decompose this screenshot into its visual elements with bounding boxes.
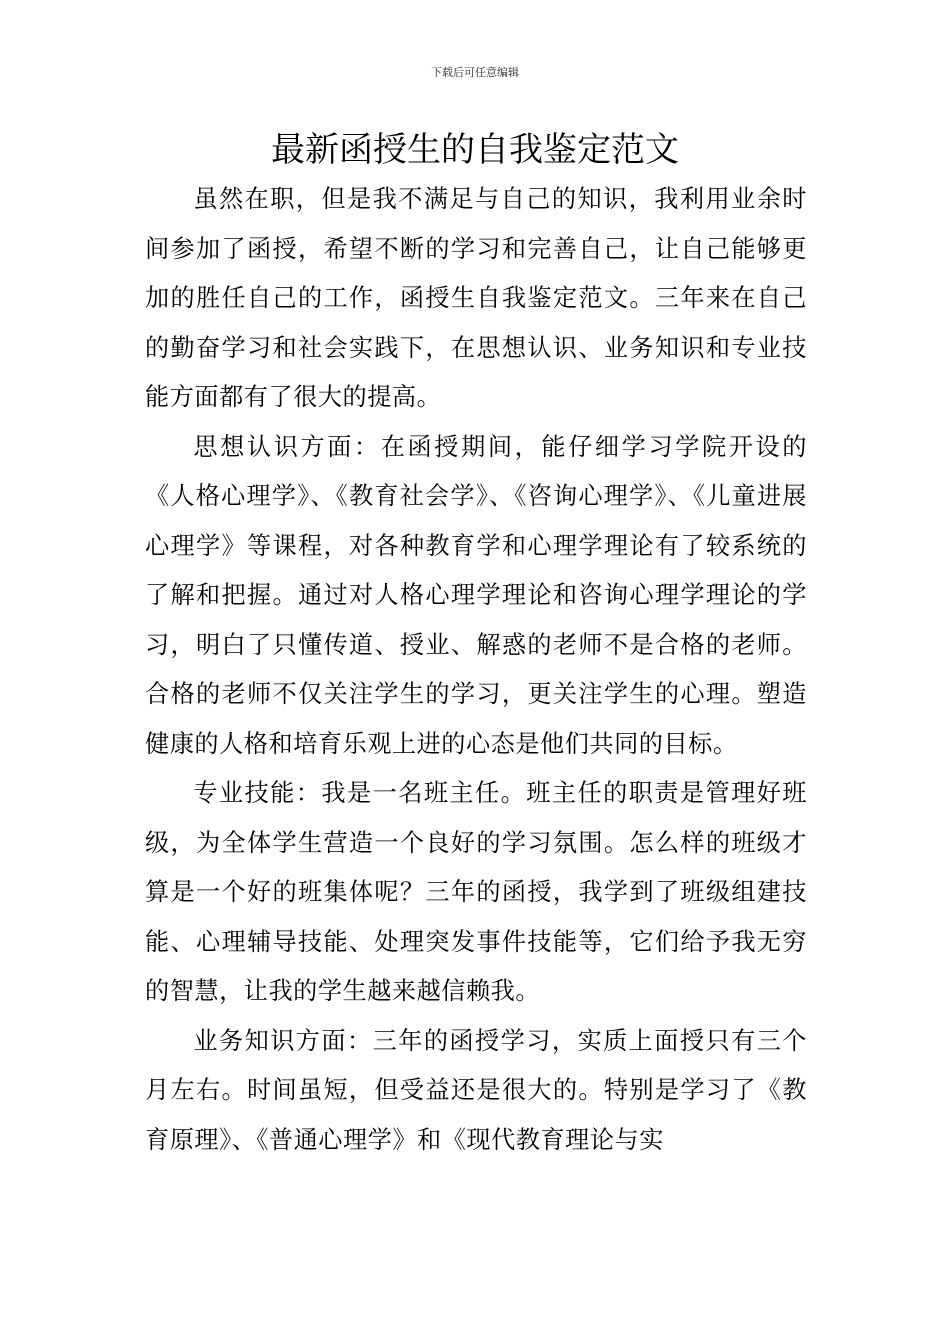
page-header-caption: 下载后可任意编辑 — [431, 66, 519, 79]
paragraph-business-knowledge: 业务知识方面：三年的函授学习，实质上面授只有三个月左右。时间虽短，但受益还是很大的。特别是学习了《教育原理》、《普通心理学》和《现代教育理论与实 — [145, 1026, 807, 1154]
paragraph-intro: 虽然在职，但是我不满足与自己的知识，我利用业余时间参加了函授，希望不断的学习和完善自己，让自己能够更加的胜任自己的工作，函授生自我鉴定范文。三年来在自己的勤奋学习和社会实践下，在思想认识、业务知识和专业技能方面都有了很大的提高。 — [145, 185, 807, 411]
paragraph-professional-skills: 专业技能：我是一名班主任。班主任的职责是管理好班级，为全体学生营造一个良好的学习氛围。怎么样的班级才算是一个好的班集体呢？三年的函授，我学到了班级组建技能、心理辅导技能、处理突发事件技能等，它们给予我无穷的智慧，让我的学生越来越信赖我。 — [145, 779, 807, 1005]
document-title: 最新函授生的自我鉴定范文 — [271, 130, 679, 170]
paragraph-ideology: 思想认识方面：在函授期间，能仔细学习学院开设的《人格心理学》、《教育社会学》、《咨询心理学》、《儿童进展心理学》等课程，对各种教育学和心理学理论有了较系统的了解和把握。通过对人格心理学理论和咨询心理学理论的学习，明白了只懂传道、授业、解惑的老师不是合格的老师。合格的老师不仅关注学生的学习，更关注学生的心理。塑造健康的人格和培育乐观上进的心态是他们共同的目标。 — [145, 432, 807, 758]
document-body — [145, 175, 807, 1165]
